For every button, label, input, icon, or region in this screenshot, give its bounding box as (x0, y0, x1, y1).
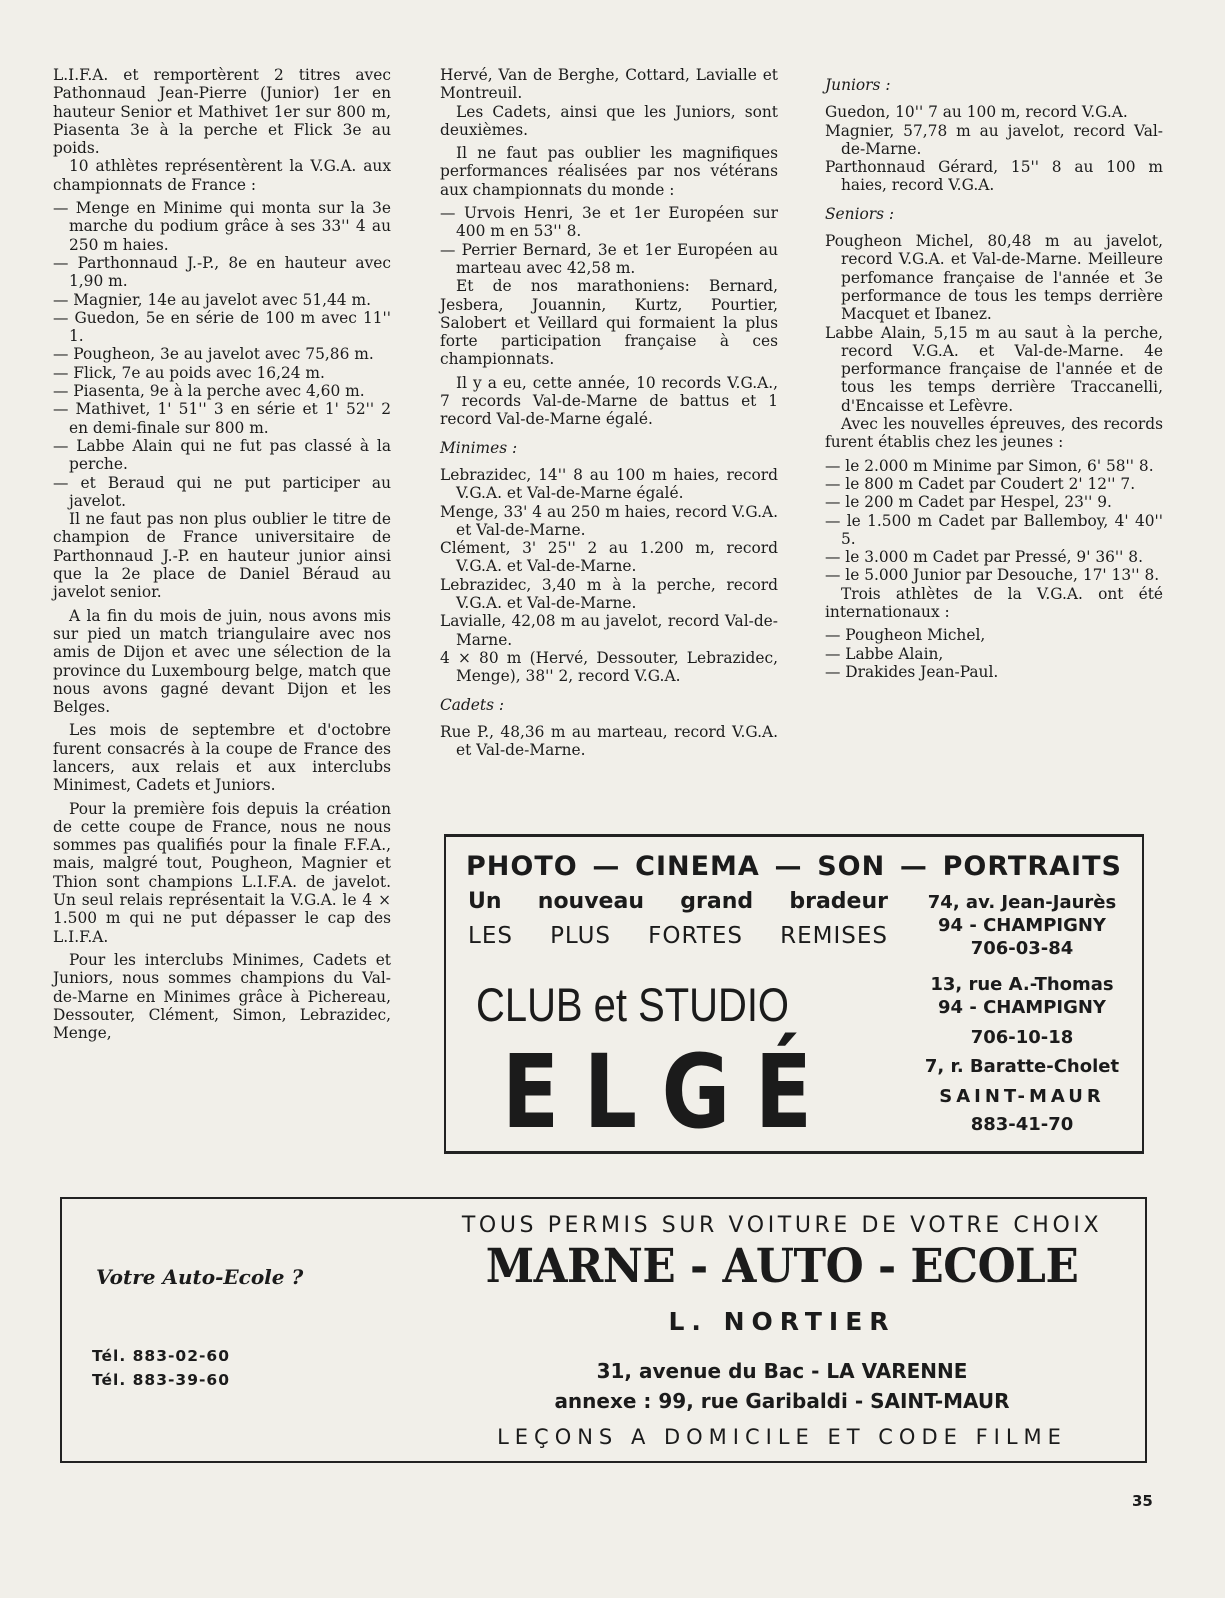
paragraph: — Perrier Bernard, 3e et 1er Européen au marteau avec 42,58 m. (440, 240, 778, 277)
ad-address-phone: 706-10-18 (970, 1027, 1074, 1048)
paragraph: — le 5.000 Junior par Desouche, 17' 13'' 8. (825, 566, 1160, 585)
paragraph: — le 3.000 m Cadet par Pressé, 9' 36'' 8. (825, 548, 1143, 567)
ad-brand-elge: ELGÉ (502, 1033, 837, 1152)
ad-slogan-word: nouveau (537, 889, 644, 914)
ad-service-portraits: PORTRAITS (942, 851, 1122, 882)
paragraph: Et de nos marathoniens: Bernard, Jesbera, Jouannin, Kurtz, Pourtier, Salobert et Veillard qui formaient la plus forte participation française à ces championnats. (440, 277, 778, 369)
paragraph: Clément, 3' 25'' 2 au 1.200 m, record V.G.A. et Val-de-Marne. (440, 539, 778, 576)
paragraph: — Menge en Minime qui monta sur la 3e marche du podium grâce à ses 33'' 4 au 250 m haies. (53, 199, 391, 254)
ad-tagline: Votre Auto-Ecole ? (96, 1265, 304, 1289)
ad-phone-2: Tél. 883-39-60 (92, 1371, 230, 1389)
paragraph: — Mathivet, 1' 51'' 3 en série et 1' 52'' 2 en demi-finale sur 800 m. (53, 400, 391, 437)
paragraph: — Piasenta, 9e à la perche avec 4,60 m. (53, 382, 365, 401)
paragraph: — Labbe Alain qui ne fut pas classé à la perche. (53, 436, 391, 474)
ad-slogan (468, 889, 888, 914)
paragraph: 4 × 80 m (Hervé, Dessouter, Lebrazidec, Menge), 38'' 2, record V.G.A. (440, 648, 778, 686)
paragraph: Pour les interclubs Minimes, Cadets et Juniors, nous sommes champions du Val-de-Marne en Minimes grâce à Pichereau, Dessouter, Clément, Simon, Lebrazidec, Menge, (53, 950, 391, 1043)
ad-address-jean-jaures (918, 891, 1126, 960)
paragraph: Pour la première fois depuis la création de cette coupe de France, nous ne nous sommes pas qualifiés pour la finale F.F.A., mais, malgré tout, Pougheon, Magnier et Thion sont champions L.I.F.A. de javelot. Un seul relais représentait la V.G.A. le 4 × 1.500 m qui ne put dépasser le cap des L.I.F.A. (53, 799, 391, 946)
paragraph: Avec les nouvelles épreuves, des records furent établis chez les jeunes : (825, 415, 1163, 452)
ad-phone-1: Tél. 883-02-60 (92, 1347, 230, 1365)
paragraph: Il ne faut pas oublier les magnifiques performances réalisées par nos vétérans aux championnats du monde : (440, 144, 778, 199)
paragraph: — le 800 m Cadet par Coudert 2' 12'' 7. (825, 474, 1136, 493)
ad-dash: — (899, 851, 928, 882)
ad-permis: TOUS PERMIS SUR VOITURE DE VOTRE CHOIX (461, 1213, 1103, 1238)
ad-slogan-word: grand (680, 889, 754, 914)
section-heading: Juniors : (825, 76, 891, 94)
ad-services-row (466, 851, 1122, 882)
ad-service-photo: PHOTO (466, 851, 578, 882)
ad-address-phone: 883-41-70 (970, 1114, 1074, 1135)
paragraph: Trois athlètes de la V.G.A. ont été internationaux : (825, 584, 1163, 622)
paragraph: Labbe Alain, 5,15 m au saut à la perche, record V.G.A. et Val-de-Marne. 4e performance française de l'année et de tous les temps derrière Traccanelli, d'Encaisse et Lefèvre. (825, 323, 1163, 415)
elge-advertisement (444, 834, 1144, 1154)
paragraph: — Parthonnaud J.-P., 8e en hauteur avec 1,90 m. (53, 253, 391, 291)
paragraph: Pougheon Michel, 80,48 m au javelot, record V.G.A. et Val-de-Marne. Meilleure perfomance française de l'année et 3e performance de tous les temps derrière Macquet et Ibanez. (825, 232, 1163, 324)
ad-service-son: SON (817, 851, 886, 882)
ad-address-street: 13, rue A.-Thomas (930, 974, 1114, 995)
ad-slogan-word: bradeur (789, 889, 888, 914)
section-heading: Seniors : (825, 204, 895, 223)
ad-slogan-word: Un (468, 889, 502, 914)
paragraph: — Guedon, 5e en série de 100 m avec 11'' 1. (53, 308, 391, 346)
ad-discounts (468, 923, 888, 949)
paragraph: — le 2.000 m Minime par Simon, 6' 58'' 8. (825, 456, 1154, 475)
paragraph: Lebrazidec, 14'' 8 au 100 m haies, record V.G.A. et Val-de-Marne égalé. (440, 465, 778, 503)
ad-address-street: 74, av. Jean-Jaurès (927, 892, 1117, 913)
ad-address-annexe: annexe : 99, rue Garibaldi - SAINT-MAUR (554, 1389, 1010, 1413)
ad-dash: — (774, 851, 803, 882)
ad-club-studio: CLUB et STUDIO (476, 978, 790, 1031)
paragraph: Magnier, 57,78 m au javelot, record Val-de-Marne. (825, 121, 1163, 158)
paragraph: L.I.F.A. et remportèrent 2 titres avec Pathonnaud Jean-Pierre (Junior) 1er en hauteur Senior et Mathivet 1er sur 800 m, Piasenta 3e à la perche et Flick 3e au poids. (53, 66, 391, 158)
paragraph: Il y a eu, cette année, 10 records V.G.A., 7 records Val-de-Marne de battus et 1 record Val-de-Marne égalé. (440, 373, 778, 429)
ad-address-city: 94 - CHAMPIGNY (938, 915, 1106, 936)
article-column-3 (825, 66, 1163, 681)
paragraph: — et Beraud qui ne put participer au javelot. (53, 473, 391, 510)
article-column-2 (440, 66, 778, 759)
paragraph: — Labbe Alain, (825, 644, 944, 663)
ad-lecons: LEÇONS A DOMICILE ET CODE FILME (497, 1425, 1067, 1449)
ad-discount-word: LES (468, 923, 513, 949)
paragraph: — Pougheon, 3e au javelot avec 75,86 m. (53, 345, 374, 364)
paragraph: — Urvois Henri, 3e et 1er Européen sur 400 m en 53'' 8. (440, 204, 778, 241)
paragraph: 10 athlètes représentèrent la V.G.A. aux championnats de France : (53, 157, 391, 194)
paragraph: Guedon, 10'' 7 au 100 m, record V.G.A. (825, 103, 1128, 122)
article-column-1 (53, 66, 391, 1047)
paragraph: — Pougheon Michel, (825, 626, 986, 645)
paragraph: Lebrazidec, 3,40 m à la perche, record V.G.A. et Val-de-Marne. (440, 575, 778, 613)
ad-address-main: 31, avenue du Bac - LA VARENNE (596, 1359, 968, 1383)
ad-address-phone: 706-03-84 (970, 938, 1074, 959)
section-heading: Cadets : (440, 695, 505, 714)
ad-service-cinema: CINEMA (635, 851, 760, 882)
paragraph: Menge, 33' 4 au 250 m haies, record V.G.A. et Val-de-Marne. (440, 502, 778, 539)
ad-dash: — (592, 851, 621, 882)
paragraph: A la fin du mois de juin, nous avons mis sur pied un match triangulaire avec nos amis de Dijon et avec une sélection de la province du Luxembourg belge, match que nous avons gagné devant Dijon et les Belges. (53, 606, 391, 717)
marne-auto-ecole-advertisement (60, 1197, 1147, 1463)
paragraph: — Flick, 7e au poids avec 16,24 m. (53, 363, 325, 382)
section-heading: Minimes : (440, 438, 518, 457)
paragraph: — le 1.500 m Cadet par Ballemboy, 4' 40'' 5. (825, 511, 1163, 548)
ad-address-baratte (918, 1055, 1126, 1136)
ad-proprietor: L. NORTIER (668, 1307, 896, 1336)
paragraph: — le 200 m Cadet par Hespel, 23'' 9. (825, 493, 1112, 512)
ad-address-city: SAINT-MAUR (939, 1086, 1105, 1107)
paragraph: Hervé, Van de Berghe, Cottard, Lavialle et Montreuil. (440, 66, 778, 103)
paragraph: Rue P., 48,36 m au marteau, record V.G.A. et Val-de-Marne. (440, 722, 778, 760)
ad-discount-word: PLUS (550, 923, 612, 949)
ad-address-thomas (918, 973, 1126, 1049)
paragraph: — Drakides Jean-Paul. (825, 662, 999, 681)
paragraph: Les mois de septembre et d'octobre furent consacrés à la coupe de France des lancers, aux relais et aux interclubs Minimest, Cadets et Juniors. (53, 721, 391, 795)
paragraph: Il ne faut pas non plus oublier le titre de champion de France universitaire de Parthonnaud J.-P. en hauteur junior ainsi que la 2e place de Daniel Béraud au javelot senior. (53, 510, 391, 602)
paragraph: Les Cadets, ainsi que les Juniors, sont deuxièmes. (440, 102, 778, 139)
paragraph: Lavialle, 42,08 m au javelot, record Val-de-Marne. (440, 612, 778, 649)
ad-address-city: 94 - CHAMPIGNY (938, 997, 1106, 1018)
paragraph: Parthonnaud Gérard, 15'' 8 au 100 m haies, record V.G.A. (825, 158, 1163, 195)
paragraph: — Magnier, 14e au javelot avec 51,44 m. (53, 290, 371, 309)
page-number: 35 (1132, 1492, 1153, 1510)
ad-discount-word: FORTES (648, 923, 743, 949)
ad-school-name: MARNE - AUTO - ECOLE (485, 1239, 1079, 1294)
ad-address-street: 7, r. Baratte-Cholet (924, 1056, 1120, 1077)
ad-discount-word: REMISES (780, 923, 888, 949)
